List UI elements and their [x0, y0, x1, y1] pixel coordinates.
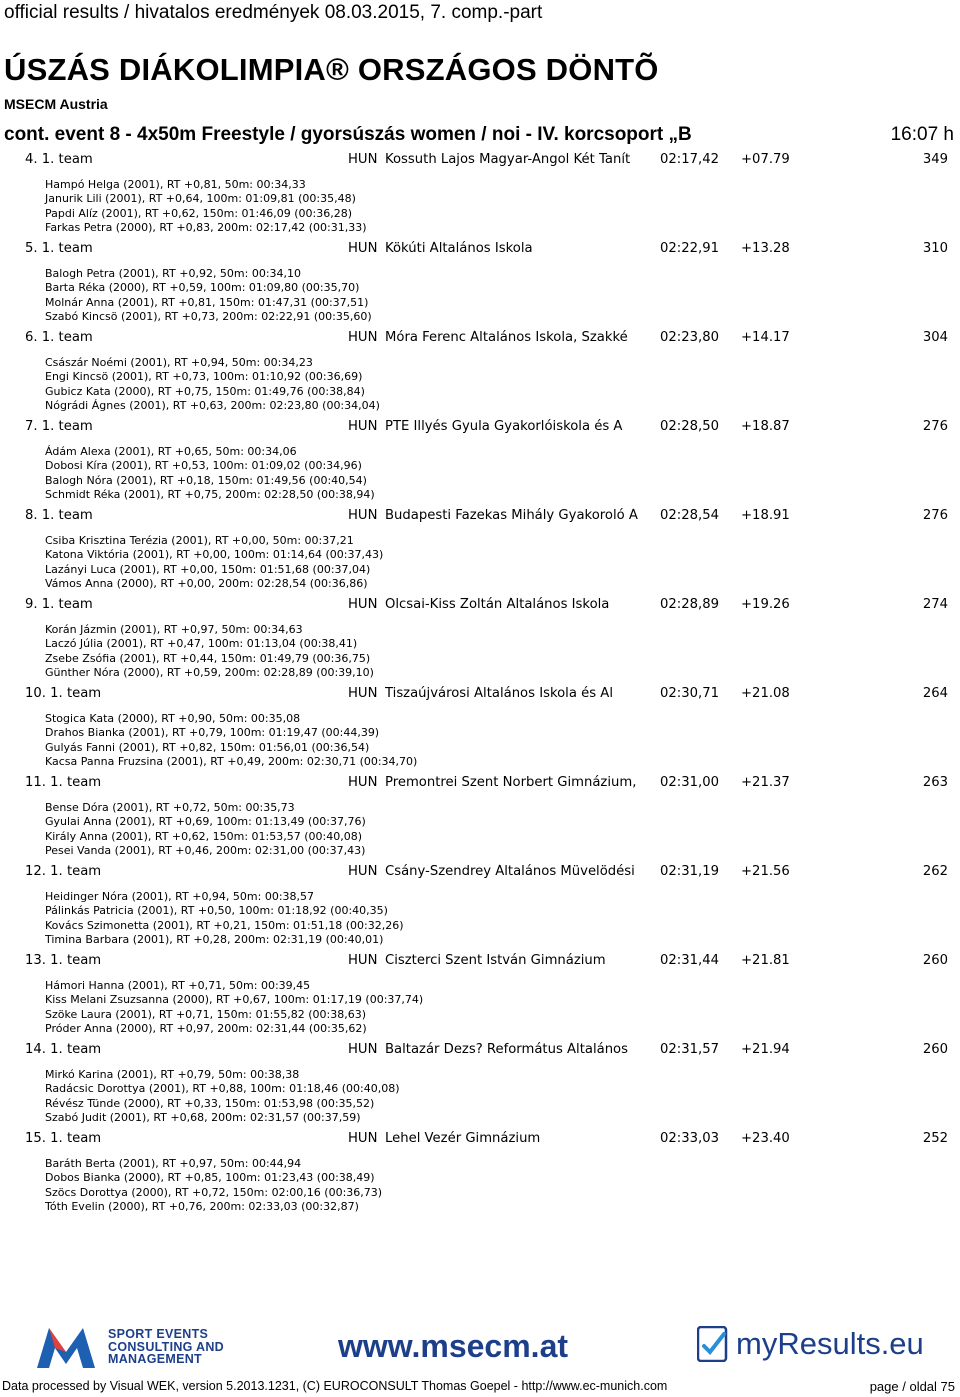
team-rank: 15. 1. team — [25, 1131, 102, 1146]
team-nation: HUN — [348, 775, 378, 790]
team-club: Baltazár Dezs? Református Általános — [385, 1042, 628, 1057]
swimmer-split: Révész Tünde (2000), RT +0,33, 150m: 01:53,98 (00:35,52) — [45, 1096, 375, 1110]
team-points: 349 — [922, 152, 948, 167]
swimmer-split: Szabó Kincsö (2001), RT +0,73, 200m: 02:22,91 (00:35,60) — [45, 309, 372, 323]
team-rank: 14. 1. team — [25, 1042, 102, 1057]
team-result — [0, 775, 960, 864]
swimmer-split: Bense Dóra (2001), RT +0,72, 50m: 00:35,73 — [45, 801, 295, 814]
team-diff: +21.56 — [741, 864, 790, 879]
swimmer-list — [45, 623, 374, 680]
team-diff: +14.17 — [741, 330, 790, 345]
swimmer-split: Katona Viktória (2001), RT +0,00, 100m: 01:14,64 (00:37,43) — [45, 548, 384, 562]
team-rank: 11. 1. team — [25, 775, 102, 790]
swimmer-split: Korán Jázmin (2001), RT +0,97, 50m: 00:34,63 — [45, 623, 303, 636]
team-nation: HUN — [348, 686, 378, 701]
swimmer-split: Pálinkás Patricia (2001), RT +0,50, 100m: 01:18,92 (00:40,35) — [45, 904, 388, 918]
team-time: 02:31,44 — [660, 953, 719, 968]
swimmer-split: Szöcs Dorottya (2000), RT +0,72, 150m: 02:00,16 (00:36,73) — [45, 1185, 383, 1199]
logo-line-2: CONSULTING AND — [108, 1339, 224, 1354]
results-list — [0, 152, 960, 1220]
team-club: Móra Ferenc Általános Iskola, Szakké — [385, 330, 628, 345]
team-rank: 6. 1. team — [25, 330, 93, 345]
team-points: 310 — [922, 241, 948, 256]
swimmer-split: Császár Noémi (2001), RT +0,94, 50m: 00:34,23 — [45, 356, 313, 369]
team-row — [0, 508, 960, 526]
swimmer-split: Balogh Nóra (2001), RT +0,18, 150m: 01:49,56 (00:40,54) — [45, 473, 367, 487]
team-club: Olcsai-Kiss Zoltán Általános Iskola — [385, 597, 610, 612]
swimmer-split: Hámori Hanna (2001), RT +0,71, 50m: 00:39,45 — [45, 979, 311, 992]
team-points: 304 — [922, 330, 948, 345]
swimmer-split: Farkas Petra (2000), RT +0,83, 200m: 02:17,42 (00:31,33) — [45, 220, 367, 234]
team-club: Kökúti Általános Iskola — [385, 241, 533, 256]
team-diff: +18.91 — [741, 508, 790, 523]
swimmer-list — [45, 267, 372, 324]
swimmer-split: Ádám Alexa (2001), RT +0,65, 50m: 00:34,06 — [45, 445, 297, 458]
swimmer-split: Janurik Lili (2001), RT +0,64, 100m: 01:09,81 (00:35,48) — [45, 192, 356, 206]
swimmer-split: Baráth Berta (2001), RT +0,97, 50m: 00:44,94 — [45, 1157, 302, 1170]
swimmer-split: Vámos Anna (2000), RT +0,00, 200m: 02:28,54 (00:36,86) — [45, 576, 368, 590]
swimmer-split: Csiba Krisztina Terézia (2001), RT +0,00, 50m: 00:37,21 — [45, 534, 354, 547]
team-points: 264 — [922, 686, 948, 701]
swimmer-split: Mirkó Karina (2001), RT +0,79, 50m: 00:38,38 — [45, 1068, 300, 1081]
swimmer-list — [45, 445, 375, 502]
team-time: 02:17,42 — [660, 152, 719, 167]
team-rank: 13. 1. team — [25, 953, 102, 968]
team-result — [0, 241, 960, 330]
event-title: cont. event 8 - 4x50m Freestyle / gyorsúszás women / noi - IV. korcsoport „B — [4, 124, 692, 145]
swimmer-list — [45, 534, 383, 591]
team-time: 02:22,91 — [660, 241, 719, 256]
swimmer-split: Drahos Bianka (2001), RT +0,79, 100m: 01:19,47 (00:44,39) — [45, 726, 380, 740]
team-nation: HUN — [348, 241, 378, 256]
swimmer-list — [45, 801, 366, 858]
team-row — [0, 953, 960, 971]
team-row — [0, 1042, 960, 1060]
team-result — [0, 953, 960, 1042]
team-time: 02:28,89 — [660, 597, 719, 612]
swimmer-list — [45, 712, 417, 769]
venue-label: MSECM Austria — [4, 96, 108, 112]
team-rank: 4. 1. team — [25, 152, 93, 167]
sport-events-logo-icon — [35, 1324, 97, 1370]
sport-events-logo-text — [108, 1328, 224, 1366]
team-result — [0, 152, 960, 241]
team-time: 02:31,00 — [660, 775, 719, 790]
team-nation: HUN — [348, 1131, 378, 1146]
swimmer-list — [45, 1157, 382, 1214]
swimmer-split: Barta Réka (2000), RT +0,59, 100m: 01:09,80 (00:35,70) — [45, 281, 360, 295]
team-diff: +07.79 — [741, 152, 790, 167]
team-points: 274 — [922, 597, 948, 612]
logo-line-3: MANAGEMENT — [108, 1352, 202, 1366]
swimmer-split: Tóth Evelin (2000), RT +0,76, 200m: 02:33,03 (00:32,87) — [45, 1199, 359, 1213]
team-rank: 9. 1. team — [25, 597, 93, 612]
swimmer-split: Király Anna (2001), RT +0,62, 150m: 01:53,57 (00:40,08) — [45, 829, 363, 843]
team-club: Budapesti Fazekas Mihály Gyakoroló Á — [385, 508, 638, 523]
swimmer-split: Kiss Melani Zsuzsanna (2000), RT +0,67, 100m: 01:17,19 (00:37,74) — [45, 993, 424, 1007]
swimmer-split: Zsebe Zsófia (2001), RT +0,44, 150m: 01:49,79 (00:36,75) — [45, 651, 371, 665]
team-points: 262 — [922, 864, 948, 879]
processed-by-note: Data processed by Visual WEK, version 5.2013.1231, (C) EUROCONSULT Thomas Goepel - http://www.ec-munich.com — [2, 1379, 668, 1393]
swimmer-split: Laczó Júlia (2001), RT +0,47, 100m: 01:13,04 (00:38,41) — [45, 637, 358, 651]
team-diff: +21.94 — [741, 1042, 790, 1057]
swimmer-split: Stogica Kata (2000), RT +0,90, 50m: 00:35,08 — [45, 712, 301, 725]
team-result — [0, 1042, 960, 1131]
swimmer-list — [45, 356, 380, 413]
team-row — [0, 1131, 960, 1149]
team-points: 276 — [922, 508, 948, 523]
team-club: Premontrei Szent Norbert Gimnázium, — [385, 775, 637, 790]
team-club: Kossuth Lajos Magyar-Angol Két Tanít — [385, 152, 631, 167]
team-diff: +18.87 — [741, 419, 790, 434]
team-time: 02:31,57 — [660, 1042, 719, 1057]
team-result — [0, 864, 960, 953]
team-rank: 5. 1. team — [25, 241, 93, 256]
team-club: PTE Illyés Gyula Gyakorlóiskola és A — [385, 419, 623, 434]
swimmer-split: Nógrádi Ágnes (2001), RT +0,63, 200m: 02:23,80 (00:34,04) — [45, 398, 380, 412]
team-rank: 7. 1. team — [25, 419, 93, 434]
swimmer-split: Engi Kincsö (2001), RT +0,73, 100m: 01:10,92 (00:36,69) — [45, 370, 363, 384]
team-rank: 10. 1. team — [25, 686, 102, 701]
team-rank: 8. 1. team — [25, 508, 93, 523]
team-diff: +13.28 — [741, 241, 790, 256]
swimmer-split: Molnár Anna (2001), RT +0,81, 150m: 01:47,31 (00:37,51) — [45, 295, 369, 309]
results-header-line: official results / hivatalos eredmények 08.03.2015, 7. comp.-part — [4, 2, 543, 23]
team-row — [0, 775, 960, 793]
swimmer-split: Dobos Bianka (2000), RT +0,85, 100m: 01:23,43 (00:38,49) — [45, 1171, 375, 1185]
team-points: 263 — [922, 775, 948, 790]
team-row — [0, 241, 960, 259]
team-nation: HUN — [348, 508, 378, 523]
team-row — [0, 152, 960, 170]
swimmer-split: Pesei Vanda (2001), RT +0,46, 200m: 02:31,00 (00:37,43) — [45, 843, 366, 857]
page-number: page / oldal 75 — [869, 1379, 955, 1394]
team-diff: +23.40 — [741, 1131, 790, 1146]
event-time: 16:07 h — [890, 124, 954, 145]
swimmer-split: Szabó Judit (2001), RT +0,68, 200m: 02:31,57 (00:37,59) — [45, 1110, 361, 1124]
swimmer-split: Lazányi Luca (2001), RT +0,00, 150m: 01:51,68 (00:37,04) — [45, 562, 371, 576]
team-points: 260 — [922, 953, 948, 968]
team-diff: +21.81 — [741, 953, 790, 968]
swimmer-list — [45, 1068, 400, 1125]
team-nation: HUN — [348, 597, 378, 612]
swimmer-list — [45, 178, 367, 235]
team-points: 260 — [922, 1042, 948, 1057]
swimmer-split: Kacsa Panna Fruzsina (2001), RT +0,49, 200m: 02:30,71 (00:34,70) — [45, 754, 418, 768]
swimmer-split: Hampó Helga (2001), RT +0,81, 50m: 00:34,33 — [45, 178, 306, 191]
swimmer-split: Próder Anna (2000), RT +0,97, 200m: 02:31,44 (00:35,62) — [45, 1021, 367, 1035]
swimmer-split: Timina Barbara (2001), RT +0,28, 200m: 02:31,19 (00:40,01) — [45, 932, 384, 946]
swimmer-list — [45, 979, 423, 1036]
myresults-logo-icon — [697, 1326, 731, 1362]
team-nation: HUN — [348, 1042, 378, 1057]
team-nation: HUN — [348, 419, 378, 434]
team-row — [0, 686, 960, 704]
swimmer-split: Gyulai Anna (2001), RT +0,69, 100m: 01:13,49 (00:37,76) — [45, 815, 366, 829]
team-row — [0, 864, 960, 882]
swimmer-split: Dobosi Kíra (2001), RT +0,53, 100m: 01:09,02 (00:34,96) — [45, 459, 362, 473]
team-result — [0, 508, 960, 597]
team-row — [0, 330, 960, 348]
team-time: 02:28,50 — [660, 419, 719, 434]
swimmer-split: Radácsic Dorottya (2001), RT +0,88, 100m: 01:18,46 (00:40,08) — [45, 1082, 400, 1096]
team-row — [0, 597, 960, 615]
footer-logos — [0, 1320, 960, 1376]
team-club: Ciszterci Szent István Gimnázium — [385, 953, 606, 968]
team-row — [0, 419, 960, 437]
team-time: 02:28,54 — [660, 508, 719, 523]
swimmer-split: Balogh Petra (2001), RT +0,92, 50m: 00:34,10 — [45, 267, 302, 280]
swimmer-split: Gulyás Fanni (2001), RT +0,82, 150m: 01:56,01 (00:36,54) — [45, 740, 370, 754]
swimmer-split: Heidinger Nóra (2001), RT +0,94, 50m: 00:38,57 — [45, 890, 315, 903]
team-nation: HUN — [348, 330, 378, 345]
team-nation: HUN — [348, 953, 378, 968]
team-time: 02:30,71 — [660, 686, 719, 701]
team-time: 02:31,19 — [660, 864, 719, 879]
team-points: 276 — [922, 419, 948, 434]
msecm-link[interactable]: www.msecm.at — [338, 1328, 569, 1364]
team-result — [0, 597, 960, 686]
team-diff: +19.26 — [741, 597, 790, 612]
team-diff: +21.37 — [741, 775, 790, 790]
swimmer-list — [45, 890, 404, 947]
logo-line-1: SPORT EVENTS — [108, 1327, 209, 1341]
team-result — [0, 686, 960, 775]
team-club: Csány-Szendrey Általános Müvelödési — [385, 864, 635, 879]
swimmer-split: Szöke Laura (2001), RT +0,71, 150m: 01:55,82 (00:38,63) — [45, 1007, 367, 1021]
swimmer-split: Gubicz Kata (2000), RT +0,75, 150m: 01:49,76 (00:38,84) — [45, 384, 365, 398]
team-nation: HUN — [348, 152, 378, 167]
swimmer-split: Günther Nóra (2000), RT +0,59, 200m: 02:28,89 (00:39,10) — [45, 665, 374, 679]
team-result — [0, 330, 960, 419]
team-points: 252 — [922, 1131, 948, 1146]
team-diff: +21.08 — [741, 686, 790, 701]
swimmer-split: Schmidt Réka (2001), RT +0,75, 200m: 02:28,50 (00:38,94) — [45, 487, 375, 501]
team-time: 02:23,80 — [660, 330, 719, 345]
swimmer-split: Kovács Szimonetta (2001), RT +0,21, 150m: 01:51,18 (00:32,26) — [45, 918, 404, 932]
team-club: Lehel Vezér Gimnázium — [385, 1131, 541, 1146]
team-nation: HUN — [348, 864, 378, 879]
team-time: 02:33,03 — [660, 1131, 719, 1146]
myresults-logo-text: myResults.eu — [736, 1326, 924, 1361]
team-club: Tiszaújvárosi Általános Iskola és Al — [385, 686, 613, 701]
team-result — [0, 1131, 960, 1220]
team-rank: 12. 1. team — [25, 864, 102, 879]
page-title: ÚSZÁS DIÁKOLIMPIA® ORSZÁGOS DÖNTÕ — [4, 52, 659, 87]
swimmer-split: Papdi Alíz (2001), RT +0,62, 150m: 01:46,09 (00:36,28) — [45, 206, 353, 220]
team-result — [0, 419, 960, 508]
